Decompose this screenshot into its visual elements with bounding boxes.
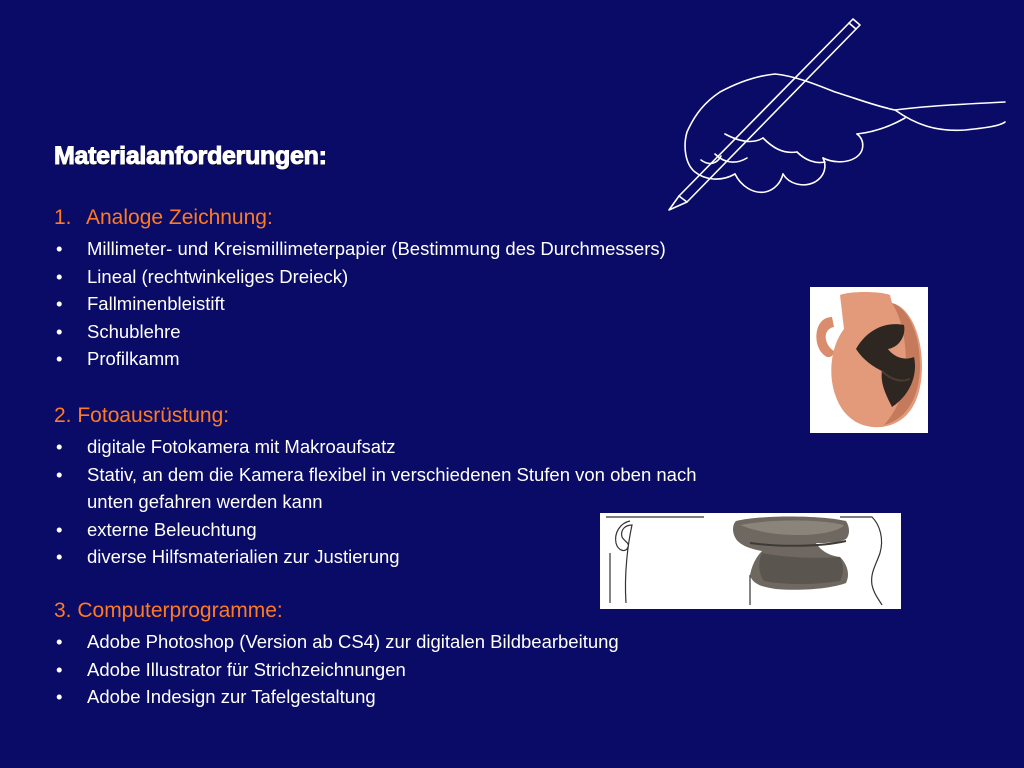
analog-drawing-list (54, 235, 666, 373)
list-item-text: Fallminenbleistift (87, 293, 225, 314)
section-heading-photo-equipment: 2. Fotoausrüstung: (54, 404, 230, 427)
list-item (54, 235, 666, 263)
list-item-text: unten gefahren werden kann (87, 491, 323, 512)
bullet-icon: • (56, 631, 63, 652)
bullet-icon: • (56, 518, 63, 540)
bullet-icon: • (56, 658, 63, 680)
hand-pencil-icon (665, 14, 1010, 214)
bullet-icon: • (56, 546, 63, 567)
list-item (54, 433, 697, 461)
slide-title: Materialanforderungen: (54, 142, 327, 170)
list-item (54, 656, 619, 684)
list-item-text: Profilkamm (87, 348, 180, 369)
list-item-text: externe Beleuchtung (87, 518, 257, 540)
list-item-text: Millimeter- und Kreismillimeterpapier (Bestimmung des Durchmessers) (87, 238, 666, 259)
sherd-profile-image (600, 513, 901, 609)
bullet-icon: • (56, 238, 63, 259)
bullet-icon: • (56, 463, 63, 485)
list-item-text: Schublehre (87, 320, 181, 342)
bullet-icon: • (56, 265, 63, 287)
list-item-text: Lineal (rechtwinkeliges Dreieck) (87, 265, 349, 287)
list-item (54, 263, 666, 291)
list-item-text: Stativ, an dem die Kamera flexibel in verschiedenen Stufen von oben nach (87, 463, 697, 485)
section-heading-text: Analoge Zeichnung: (86, 206, 273, 229)
list-item-text: Adobe Indesign zur Tafelgestaltung (87, 686, 376, 707)
list-item-text: digitale Fotokamera mit Makroaufsatz (87, 436, 396, 457)
software-list (54, 628, 619, 711)
section-heading-analog-drawing (54, 206, 273, 230)
list-item (54, 345, 666, 373)
section-heading-software: 3. Computerprogramme: (54, 599, 283, 622)
list-item (54, 461, 697, 489)
list-item-text: diverse Hilfsmaterialien zur Justierung (87, 546, 400, 567)
bullet-icon: • (56, 348, 63, 369)
list-item (54, 628, 619, 656)
bullet-icon: • (56, 293, 63, 314)
bullet-icon: • (56, 686, 63, 707)
list-item-continuation (54, 488, 697, 516)
list-item (54, 683, 619, 711)
list-item (54, 290, 666, 318)
ceramic-jug-image (810, 287, 928, 433)
list-item-text: Adobe Illustrator für Strichzeichnungen (87, 658, 406, 680)
list-item-text: Adobe Photoshop (Version ab CS4) zur digitalen Bildbearbeitung (87, 631, 619, 652)
bullet-icon: • (56, 436, 63, 457)
list-item (54, 318, 666, 346)
section-number: 1. (54, 206, 72, 229)
bullet-icon: • (56, 320, 63, 342)
